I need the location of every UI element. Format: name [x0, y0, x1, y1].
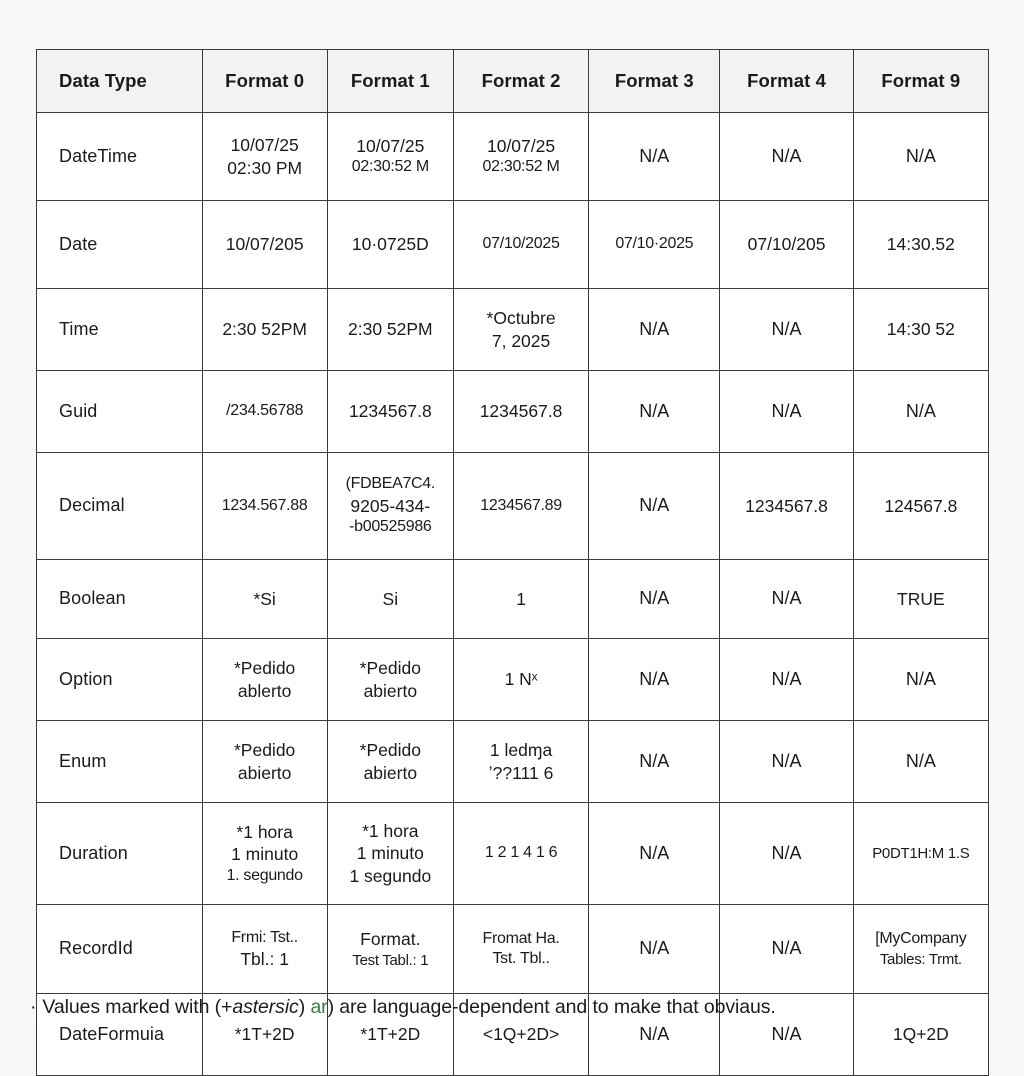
cell-value-na: N/A: [639, 588, 670, 609]
table-header-row: [37, 50, 989, 113]
cell-value-line: 1234567.8: [348, 401, 432, 422]
table-row: [37, 803, 989, 905]
cell-format-9: [853, 721, 988, 803]
cell-value-na: N/A: [639, 400, 670, 421]
column-header-data-type: Data Type: [37, 50, 203, 113]
cell-value-line: 10/07/25: [486, 136, 556, 157]
cell-value-na: N/A: [639, 1023, 670, 1044]
cell-format-3: [589, 201, 720, 289]
cell-data-type: RecordId: [37, 905, 203, 994]
cell-value-na: N/A: [771, 145, 802, 166]
table-row: [37, 371, 989, 453]
cell-format-0: [202, 113, 327, 201]
cell-format-1: [327, 453, 453, 560]
cell-value-line: 10/07/25: [356, 136, 425, 157]
cell-value-line: Frmi: Tst..: [231, 928, 298, 946]
table-row: [37, 721, 989, 803]
cell-value-line: 1 ledɱa: [489, 740, 553, 761]
cell-value-na: N/A: [639, 668, 670, 689]
cell-format-4: [720, 371, 853, 453]
cell-value-na: N/A: [771, 318, 802, 339]
cell-format-0: [202, 803, 327, 905]
cell-data-type: Boolean: [37, 560, 203, 639]
cell-format-0: [202, 560, 327, 639]
column-header-format-3: Format 3: [589, 50, 720, 113]
cell-value-line: 7, 2025: [491, 330, 551, 351]
cell-format-0: [202, 721, 327, 803]
cell-value-line: Si: [382, 588, 399, 609]
cell-value-line: -b00525986: [349, 518, 432, 536]
cell-format-2: [453, 201, 588, 289]
cell-value-line: 1234567.8: [745, 495, 828, 516]
cell-format-9: [853, 803, 988, 905]
cell-format-4: [720, 453, 853, 560]
cell-value-na: N/A: [905, 668, 936, 689]
cell-value-line: 1 segundo: [349, 865, 432, 886]
cell-value-line: 1 minuto: [356, 843, 424, 864]
cell-format-4: [720, 721, 853, 803]
cell-format-3: [589, 371, 720, 453]
cell-format-1: [327, 113, 453, 201]
cell-value-line: 14:30 52: [886, 319, 955, 340]
cell-format-9: [853, 371, 988, 453]
column-header-format-0: Format 0: [202, 50, 327, 113]
cell-format-0: [202, 289, 327, 371]
cell-value-line: *Pedido: [359, 740, 421, 761]
cell-format-4: [720, 201, 853, 289]
cell-value-line: TRUE: [897, 588, 945, 609]
cell-format-3: [589, 453, 720, 560]
cell-format-0: [202, 905, 327, 994]
cell-format-4: [720, 289, 853, 371]
cell-value-line: *Octubre: [486, 308, 556, 329]
cell-value-na: N/A: [639, 938, 670, 959]
column-header-format-1: Format 1: [327, 50, 453, 113]
footnote-text: [30, 996, 1020, 1019]
cell-format-0: [202, 453, 327, 560]
cell-value-line: abierto: [363, 762, 418, 783]
cell-format-3: [589, 803, 720, 905]
cell-value-line: 1234.567.88: [221, 496, 308, 514]
column-header-format-2: Format 2: [453, 50, 588, 113]
cell-format-4: [720, 905, 853, 994]
cell-format-3: [589, 560, 720, 639]
table-row: [37, 113, 989, 201]
cell-value-line: [MyCompany: [875, 930, 967, 948]
cell-value-line: ablerto: [237, 680, 292, 701]
cell-value-line: Tst. Tbl..: [492, 950, 550, 967]
table-row: [37, 289, 989, 371]
cell-format-0: [202, 371, 327, 453]
cell-format-9: [853, 113, 988, 201]
footnote-part-3: ) are language-dependent and to make that obviaus.: [327, 996, 776, 1018]
cell-value-na: N/A: [905, 750, 936, 771]
cell-value-line: 1. segundo: [226, 866, 303, 884]
cell-value-line: *1 hora: [362, 820, 419, 841]
cell-value-na: N/A: [639, 495, 670, 516]
cell-data-type: Date: [37, 201, 203, 289]
cell-format-4: [720, 803, 853, 905]
cell-data-type: Enum: [37, 721, 203, 803]
cell-value-line: 10/07/205: [225, 234, 304, 255]
cell-format-1: [327, 560, 453, 639]
cell-value-line: Tbl.: 1: [240, 949, 289, 970]
cell-value-line: Tables: Trmt.: [879, 950, 962, 968]
cell-value-line: abierto: [363, 680, 418, 701]
footnote-emphasis: astersic: [232, 996, 299, 1018]
cell-format-2: [453, 803, 588, 905]
cell-value-line: 14:30.52: [886, 234, 955, 255]
table-row: [37, 639, 989, 721]
cell-data-type: Option: [37, 639, 203, 721]
cell-value-line: 1 2 1 4 1 6: [484, 844, 558, 862]
cell-value-line: 1234567.8: [479, 401, 563, 422]
cell-value-line: 10·0725D: [351, 234, 429, 255]
column-header-format-4: Format 4: [720, 50, 853, 113]
footnote-bullet: ·: [30, 996, 37, 1018]
cell-value-line: ʼ??111 6: [488, 762, 554, 783]
cell-value-line: Format.: [360, 929, 421, 950]
cell-format-4: [720, 560, 853, 639]
cell-format-0: [202, 201, 327, 289]
cell-value-line: *1T+2D: [360, 1024, 421, 1045]
cell-format-3: [589, 721, 720, 803]
cell-format-1: [327, 289, 453, 371]
cell-value-na: N/A: [639, 145, 670, 166]
cell-value-na: N/A: [639, 842, 670, 863]
cell-value-na: N/A: [771, 842, 802, 863]
table-row: [37, 905, 989, 994]
cell-value-line: 1Q+2D: [892, 1024, 949, 1045]
footnote-part-1: Values marked with (+: [42, 996, 233, 1018]
cell-value-line: 02:30 PM: [227, 157, 303, 178]
cell-value-line: 02:30:52 M: [482, 158, 560, 176]
cell-value-line: 1234567.89: [480, 496, 562, 514]
cell-value-line: 1 minuto: [231, 844, 299, 865]
footnote-part-2: ): [298, 996, 311, 1018]
cell-value-line: *Pedido: [233, 658, 296, 679]
cell-value-na: N/A: [771, 668, 802, 689]
cell-value-line: 2:30 52PM: [222, 319, 307, 340]
table-row: [37, 453, 989, 560]
cell-value-na: N/A: [771, 750, 802, 771]
cell-data-type: Time: [37, 289, 203, 371]
cell-format-2: [453, 905, 588, 994]
cell-value-na: N/A: [905, 400, 936, 421]
cell-data-type: DateTime: [37, 113, 203, 201]
cell-format-3: [589, 289, 720, 371]
cell-format-2: [453, 371, 588, 453]
cell-value-line: <1Q+2D>: [482, 1024, 560, 1045]
cell-value-line: 1: [516, 588, 526, 609]
data-type-format-table: [36, 49, 989, 1076]
column-header-format-9: Format 9: [853, 50, 988, 113]
cell-format-1: [327, 639, 453, 721]
cell-value-na: N/A: [639, 318, 670, 339]
cell-value-line: 2:30 52PM: [348, 319, 433, 340]
cell-format-9: [853, 560, 988, 639]
cell-data-type: Guid: [37, 371, 203, 453]
cell-value-line: *Pedido: [233, 740, 296, 761]
footnote-accent-text: ar: [310, 996, 328, 1018]
cell-value-line: P0DT1H:M 1.S: [872, 844, 970, 862]
cell-data-type: Decimal: [37, 453, 203, 560]
cell-format-9: [853, 639, 988, 721]
cell-format-0: [202, 639, 327, 721]
cell-value-line: abierto: [237, 762, 292, 783]
cell-value-line: /234.56788: [226, 402, 304, 420]
cell-value-line: *1T+2D: [234, 1024, 295, 1045]
cell-value-line: Test Tabl.: 1: [352, 951, 429, 969]
cell-data-type: DateFormuia: [37, 994, 203, 1076]
cell-format-9: [853, 289, 988, 371]
cell-value-line: 07/10/205: [747, 234, 826, 255]
cell-value-line: (FDBEA7C4.: [345, 475, 436, 493]
cell-value-na: N/A: [771, 1023, 802, 1044]
cell-format-9: [853, 905, 988, 994]
cell-value-line: 07/10·2025: [615, 235, 694, 253]
cell-format-4: [720, 639, 853, 721]
cell-format-3: [589, 905, 720, 994]
cell-value-line: 9205-434-: [350, 495, 431, 516]
cell-value-line: *1 hora: [236, 821, 293, 842]
cell-value-line: 124567.8: [884, 495, 958, 516]
cell-format-1: [327, 905, 453, 994]
cell-format-3: [589, 639, 720, 721]
cell-value-na: N/A: [771, 588, 802, 609]
cell-value-na: N/A: [771, 938, 802, 959]
cell-format-2: [453, 113, 588, 201]
cell-value-na: N/A: [905, 145, 936, 166]
cell-format-2: [453, 721, 588, 803]
cell-value-na: N/A: [639, 750, 670, 771]
cell-format-1: [327, 371, 453, 453]
cell-format-9: [853, 453, 988, 560]
cell-format-1: [327, 803, 453, 905]
table-row: [37, 560, 989, 639]
cell-data-type: Duration: [37, 803, 203, 905]
cell-format-2: [453, 289, 588, 371]
cell-format-1: [327, 201, 453, 289]
table-header: [37, 50, 989, 113]
cell-value-line: 10/07/25: [230, 135, 299, 156]
cell-value-line: *Si: [253, 588, 276, 609]
cell-format-1: [327, 721, 453, 803]
cell-value-line: 07/10/2025: [482, 235, 560, 253]
cell-format-9: [853, 201, 988, 289]
cell-format-2: [453, 453, 588, 560]
table-row: [37, 201, 989, 289]
cell-format-3: [589, 113, 720, 201]
cell-format-2: [453, 560, 588, 639]
cell-value-na: N/A: [771, 400, 802, 421]
table-body: [37, 113, 989, 1076]
cell-value-line: *Pedido: [359, 658, 421, 679]
cell-value-line: Fromat Ha.: [482, 929, 560, 947]
cell-value-line: 02:30:52 M: [351, 158, 429, 176]
cell-value-line: 1 Nˣ: [504, 669, 538, 690]
cell-format-4: [720, 113, 853, 201]
cell-format-2: [453, 639, 588, 721]
